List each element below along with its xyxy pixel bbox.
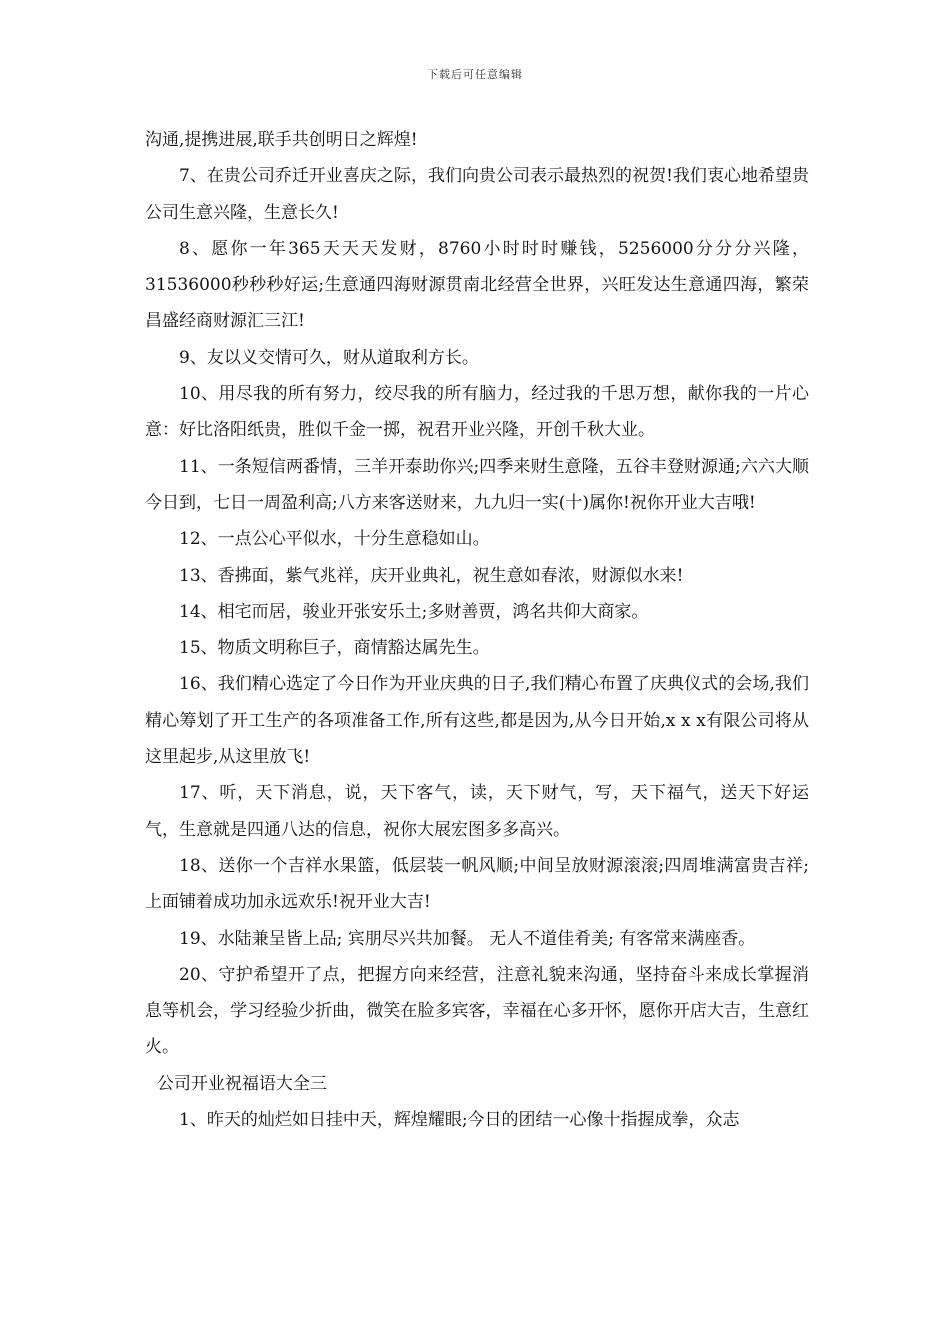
paragraph: 16、我们精心选定了今日作为开业庆典的日子,我们精心布置了庆典仪式的会场,我们精心筹划了开工生产的各项准备工作,所有这些,都是因为,从今日开始,x x x有限公司将从这里起步,从这里放飞!	[145, 674, 809, 768]
paragraph: 15、物质文明称巨子，商情豁达属先生。	[179, 638, 490, 659]
paragraph: 9、友以义交情可久，财从道取利方长。	[179, 347, 479, 368]
section-heading: 公司开业祝福语大全三	[156, 1073, 327, 1094]
paragraph: 8、愿你一年365天天天发财，8760小时时时赚钱，5256000分分分兴隆，31536000秒秒秒好运;生意通四海财源贯南北经营全世界，兴旺发达生意通四海，繁荣昌盛经商财源汇三江!	[145, 238, 809, 332]
page-header: 下载后可任意编辑	[427, 68, 523, 81]
paragraph: 17、听，天下消息，说，天下客气，读，天下财气，写，天下福气，送天下好运气，生意就是四通八达的信息，祝你大展宏图多多高兴。	[145, 783, 809, 840]
paragraph: 20、守护希望开了点，把握方向来经营，注意礼貌来沟通，坚持奋斗来成长掌握消息等机会，学习经验少折曲，微笑在脸多宾客，幸福在心多开怀，愿你开店大吉，生意红火。	[145, 964, 809, 1058]
paragraph: 13、香拂面，紫气兆祥，庆开业典礼，祝生意如春浓，财源似水来!	[179, 565, 684, 586]
paragraph: 1、昨天的灿烂如日挂中天，辉煌耀眼;今日的团结一心像十指握成拳，众志	[179, 1110, 740, 1131]
paragraph: 14、相宅而居，骏业开张安乐土;多财善贾，鸿名共仰大商家。	[179, 601, 649, 622]
paragraph: 沟通,提携进展,联手共创明日之辉煌!	[145, 130, 418, 150]
paragraph: 12、一点公心平似水，十分生意稳如山。	[179, 529, 490, 550]
paragraph: 7、在贵公司乔迁开业喜庆之际，我们向贵公司表示最热烈的祝贺!我们衷心地希望贵公司生意兴隆，生意长久!	[145, 166, 809, 223]
paragraph: 10、用尽我的所有努力，绞尽我的所有脑力，经过我的千思万想，献你我的一片心意：好比洛阳纸贵，胜似千金一掷，祝君开业兴隆，开创千秋大业。	[145, 384, 809, 441]
document-body	[145, 122, 809, 1138]
paragraph: 18、送你一个吉祥水果篮，低层装一帆风顺;中间呈放财源滚滚;四周堆满富贵吉祥;上面铺着成功加永远欢乐!祝开业大吉!	[145, 855, 809, 913]
paragraph: 19、水陆兼呈皆上品; 宾朋尽兴共加餐。 无人不道佳肴美; 有客常来满座香。	[179, 928, 756, 949]
paragraph: 11、一条短信两番情，三羊开泰助你兴;四季来财生意隆，五谷丰登财源通;六六大顺今日到，七日一周盈利高;八方来客送财来，九九归一实(十)属你!祝你开业大吉哦!	[145, 456, 809, 513]
